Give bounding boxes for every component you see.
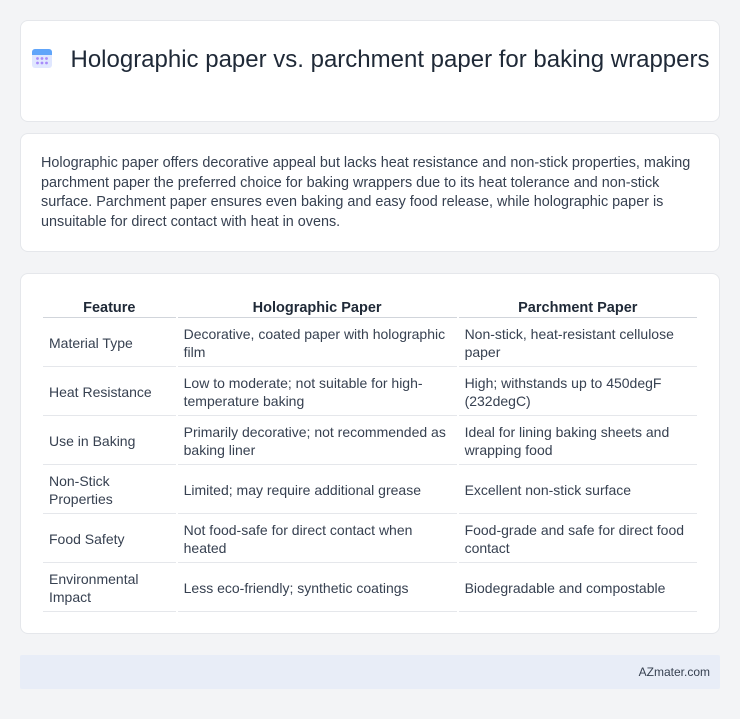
feature-cell: Material Type (43, 320, 176, 367)
comparison-table (41, 296, 699, 614)
parchment-cell: High; withstands up to 450degF (232degC) (459, 369, 697, 416)
feature-cell: Heat Resistance (43, 369, 176, 416)
column-header-feature: Feature (43, 298, 176, 318)
holographic-cell: Limited; may require additional grease (178, 467, 457, 514)
feature-cell: Non-Stick Properties (43, 467, 176, 514)
table-row (43, 467, 697, 514)
summary-text: Holographic paper offers decorative appeal but lacks heat resistance and non-stick properties, making parchment paper the preferred choice for baking wrappers due to its heat tolerance and non-stick surface. Parchment paper ensures even baking and easy food release, while holographic paper is unsuitable for direct contact with heat in ovens. (41, 155, 691, 230)
column-header-parchment: Parchment Paper (459, 298, 697, 318)
table-header-row (43, 298, 697, 318)
table-row (43, 516, 697, 563)
page-title-row (21, 45, 719, 74)
calendar-icon (30, 46, 54, 70)
holographic-cell: Low to moderate; not suitable for high-temperature baking (178, 369, 457, 416)
column-header-holographic: Holographic Paper (178, 298, 457, 318)
table-row (43, 369, 697, 416)
parchment-cell: Ideal for lining baking sheets and wrapping food (459, 418, 697, 465)
summary-card (20, 133, 720, 252)
feature-cell: Environmental Impact (43, 565, 176, 612)
parchment-cell: Biodegradable and compostable (459, 565, 697, 612)
parchment-cell: Food-grade and safe for direct food contact (459, 516, 697, 563)
parchment-cell: Non-stick, heat-resistant cellulose paper (459, 320, 697, 367)
footer-bar (20, 655, 720, 689)
holographic-cell: Less eco-friendly; synthetic coatings (178, 565, 457, 612)
table-row (43, 565, 697, 612)
footer-site-link[interactable]: AZmater.com (638, 665, 710, 679)
table-row (43, 320, 697, 367)
holographic-cell: Not food-safe for direct contact when heated (178, 516, 457, 563)
page-title: Holographic paper vs. parchment paper for baking wrappers (70, 46, 710, 73)
feature-cell: Use in Baking (43, 418, 176, 465)
title-card (20, 20, 720, 122)
holographic-cell: Primarily decorative; not recommended as baking liner (178, 418, 457, 465)
holographic-cell: Decorative, coated paper with holographic film (178, 320, 457, 367)
feature-cell: Food Safety (43, 516, 176, 563)
parchment-cell: Excellent non-stick surface (459, 467, 697, 514)
table-row (43, 418, 697, 465)
comparison-card (20, 273, 720, 634)
